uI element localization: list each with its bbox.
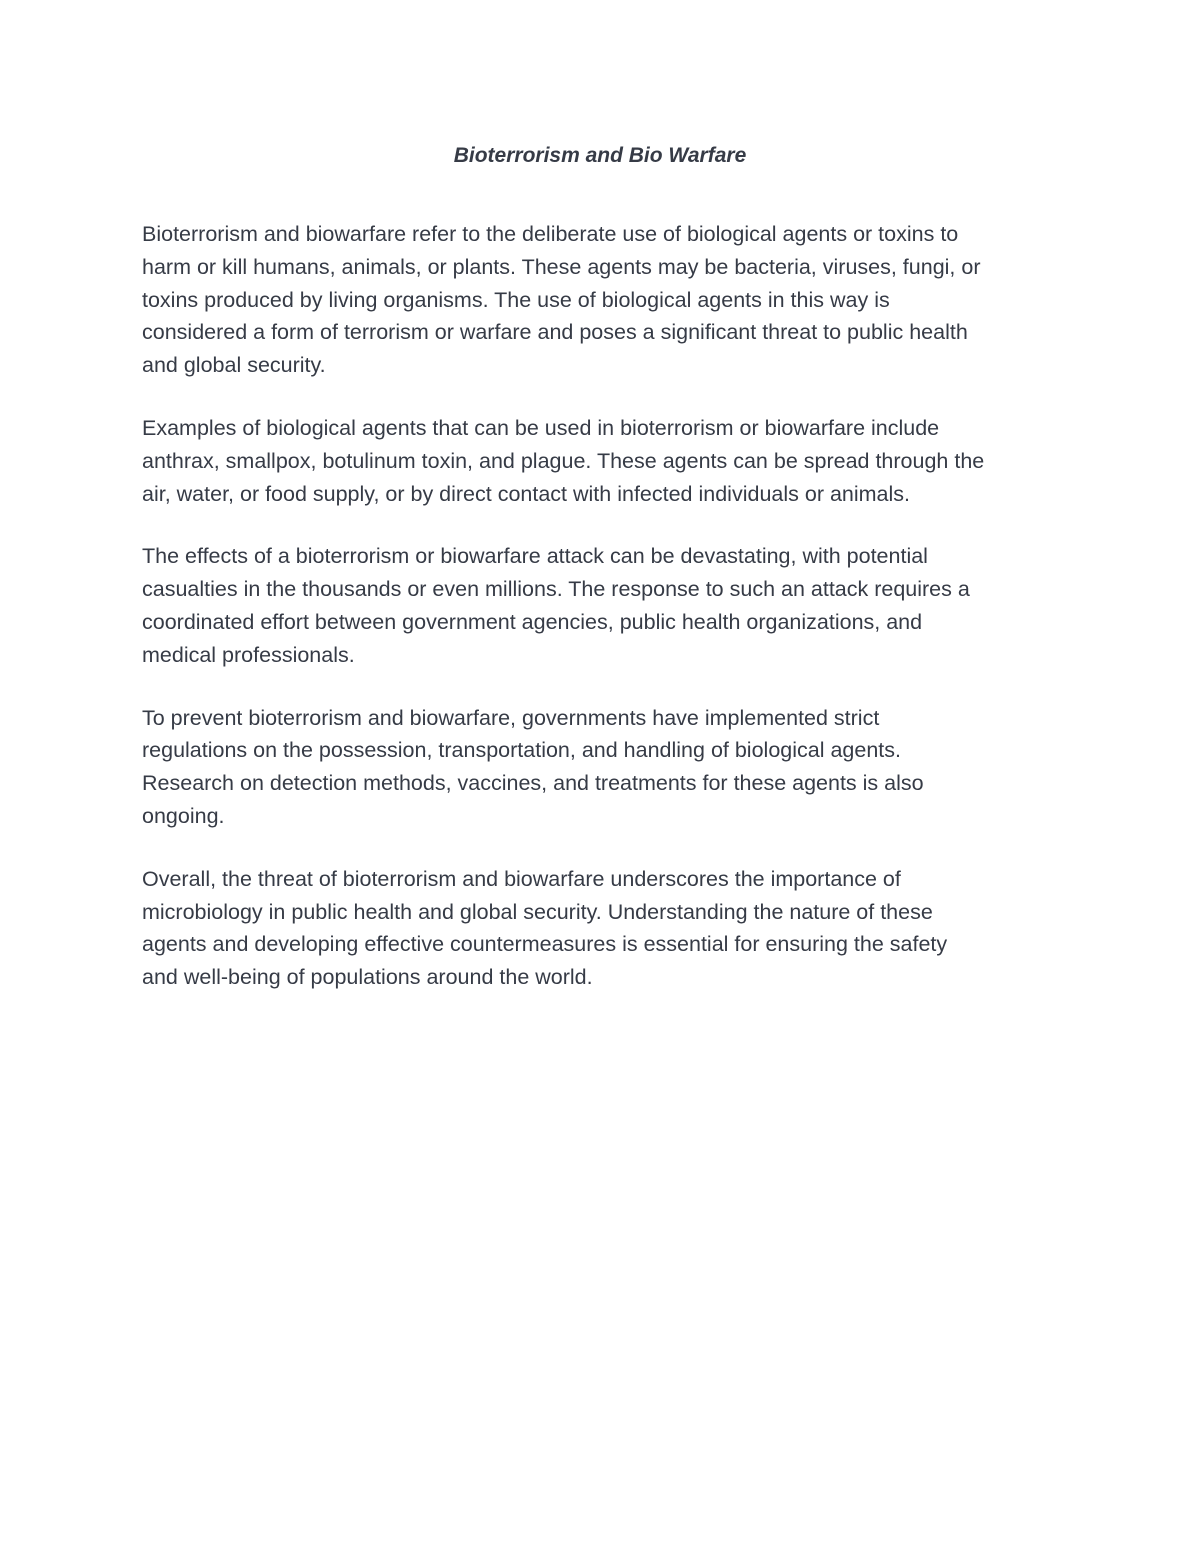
text-line: toxins produced by living organisms. The use of biological agents in this way is	[142, 287, 890, 312]
document-body	[142, 218, 1062, 1024]
text-line: casualties in the thousands or even millions. The response to such an attack requires a	[142, 577, 970, 602]
text-line: Examples of biological agents that can be used in bioterrorism or biowarfare include	[142, 415, 940, 440]
paragraph-2	[142, 412, 1062, 510]
text-line: microbiology in public health and global security. Understanding the nature of these	[142, 899, 933, 924]
document-title: Bioterrorism and Bio Warfare	[453, 144, 747, 167]
paragraph-5	[142, 863, 1062, 994]
paragraph-1	[142, 218, 1062, 382]
text-line: The effects of a bioterrorism or biowarfare attack can be devastating, with potential	[142, 544, 928, 569]
text-line: Research on detection methods, vaccines, and treatments for these agents is also	[142, 771, 924, 796]
text-line: anthrax, smallpox, botulinum toxin, and plague. These agents can be spread through the	[142, 448, 985, 473]
text-line: Overall, the threat of bioterrorism and biowarfare underscores the importance of	[142, 866, 901, 891]
text-line: Bioterrorism and biowarfare refer to the deliberate use of biological agents or toxins to	[142, 222, 959, 246]
text-line: medical professionals.	[142, 642, 355, 667]
text-line: and global security.	[142, 353, 326, 378]
text-line: coordinated effort between government agencies, public health organizations, and	[142, 609, 923, 634]
paragraph-4	[142, 702, 1062, 833]
text-line: agents and developing effective countermeasures is essential for ensuring the safety	[142, 932, 948, 957]
text-line: regulations on the possession, transportation, and handling of biological agents.	[142, 738, 901, 763]
text-line: air, water, or food supply, or by direct contact with infected individuals or animals.	[142, 481, 911, 506]
text-line: harm or kill humans, animals, or plants. These agents may be bacteria, viruses, fungi, or	[142, 254, 981, 279]
text-line: To prevent bioterrorism and biowarfare, governments have implemented strict	[142, 705, 880, 730]
text-line: and well-being of populations around the world.	[142, 965, 593, 990]
text-line: considered a form of terrorism or warfare and poses a significant threat to public health	[142, 320, 968, 345]
paragraph-3	[142, 540, 1062, 671]
text-line: ongoing.	[142, 803, 225, 828]
